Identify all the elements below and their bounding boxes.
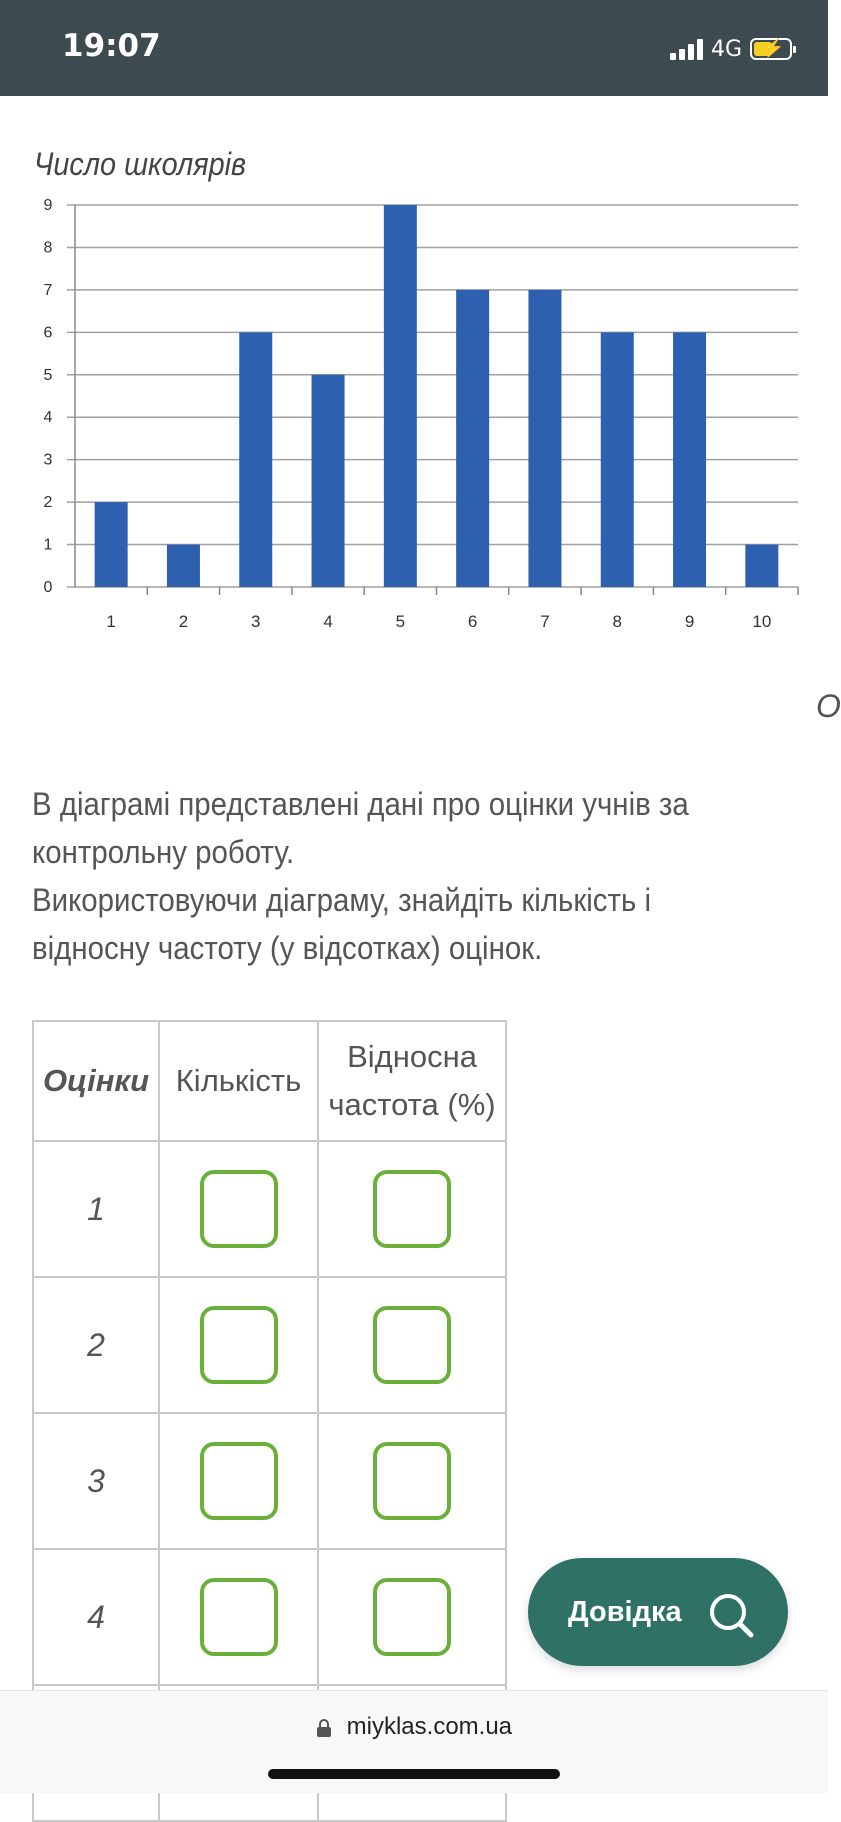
frequency-cell xyxy=(318,1413,506,1549)
bar-6 xyxy=(456,290,489,587)
bar-2 xyxy=(167,545,200,587)
status-bar xyxy=(0,0,828,96)
y-tick-label: 1 xyxy=(43,536,53,554)
table-row xyxy=(33,1413,506,1549)
chart-title: Число школярів xyxy=(34,146,247,182)
bar-10 xyxy=(745,545,778,587)
count-input-2[interactable] xyxy=(200,1306,278,1384)
grade-cell: 1 xyxy=(33,1141,159,1277)
x-tick-label: 9 xyxy=(684,612,695,631)
lock-icon xyxy=(316,1718,332,1738)
bar-7 xyxy=(528,290,561,587)
frequency-cell xyxy=(318,1549,506,1685)
table-header-row xyxy=(33,1021,506,1141)
task-description-line2: Використовуючи діаграму, знайдіть кількість і відносну частоту (у відсотках) оцінок. xyxy=(32,882,652,966)
bar-9 xyxy=(673,332,706,587)
home-indicator xyxy=(268,1769,560,1779)
frequency-cell xyxy=(318,1277,506,1413)
y-tick-label: 2 xyxy=(43,494,53,512)
bar-chart xyxy=(30,190,800,650)
x-tick-label: 7 xyxy=(540,612,550,631)
header-relative-frequency: Відносна частота (%) xyxy=(318,1021,506,1141)
bar-8 xyxy=(601,332,634,587)
x-tick-label: 8 xyxy=(612,612,622,631)
grade-cell: 2 xyxy=(33,1277,159,1413)
status-indicators xyxy=(670,34,792,64)
header-count: Кількість xyxy=(159,1021,318,1141)
x-tick-label: 4 xyxy=(323,612,333,631)
x-tick-label: 10 xyxy=(752,612,772,631)
frequency-cell xyxy=(318,1141,506,1277)
count-input-3[interactable] xyxy=(200,1442,278,1520)
url-text: miyklas.com.ua xyxy=(346,1713,513,1740)
count-cell xyxy=(159,1141,318,1277)
grade-cell: 3 xyxy=(33,1413,159,1549)
y-tick-label: 6 xyxy=(43,324,53,342)
search-icon xyxy=(708,1592,754,1638)
bar-3 xyxy=(239,332,272,587)
status-time: 19:07 xyxy=(62,28,161,64)
x-tick-label: 1 xyxy=(106,612,116,631)
battery-icon: ⚡ xyxy=(750,38,792,60)
x-tick-label: 3 xyxy=(251,612,261,631)
y-tick-label: 5 xyxy=(43,366,53,384)
count-input-1[interactable] xyxy=(200,1170,278,1248)
y-tick-label: 7 xyxy=(43,281,53,299)
frequency-input-3[interactable] xyxy=(373,1442,451,1520)
x-tick-label: 2 xyxy=(178,612,189,631)
count-input-4[interactable] xyxy=(200,1578,278,1656)
task-description-line1: В діаграмі представлені дані про оцінки учнів за контрольну роботу. xyxy=(32,786,689,870)
frequency-input-1[interactable] xyxy=(373,1170,451,1248)
y-tick-label: 9 xyxy=(43,197,53,214)
frequency-input-4[interactable] xyxy=(373,1578,451,1656)
count-cell xyxy=(159,1277,318,1413)
bar-5 xyxy=(384,205,417,587)
help-button[interactable] xyxy=(528,1558,788,1666)
x-tick-label: 5 xyxy=(395,612,406,631)
count-cell xyxy=(159,1549,318,1685)
y-tick-label: 8 xyxy=(43,239,53,257)
bar-4 xyxy=(312,375,345,587)
y-tick-label: 0 xyxy=(43,579,53,596)
table-row xyxy=(33,1277,506,1413)
browser-bottom-bar xyxy=(0,1690,828,1793)
cut-off-text: О xyxy=(816,688,841,724)
bar-1 xyxy=(95,502,128,587)
task-description xyxy=(32,780,731,972)
frequency-input-2[interactable] xyxy=(373,1306,451,1384)
y-tick-label: 4 xyxy=(43,409,53,427)
header-grades: Оцінки xyxy=(33,1021,159,1141)
network-type: 4G xyxy=(710,36,742,62)
table-row xyxy=(33,1549,506,1685)
x-tick-label: 6 xyxy=(467,612,478,631)
help-button-label: Довідка xyxy=(568,1595,682,1628)
table-row xyxy=(33,1141,506,1277)
y-tick-label: 3 xyxy=(43,451,53,469)
grade-cell: 4 xyxy=(33,1549,159,1685)
address-bar[interactable] xyxy=(0,1713,828,1741)
count-cell xyxy=(159,1413,318,1549)
signal-icon xyxy=(670,38,703,60)
